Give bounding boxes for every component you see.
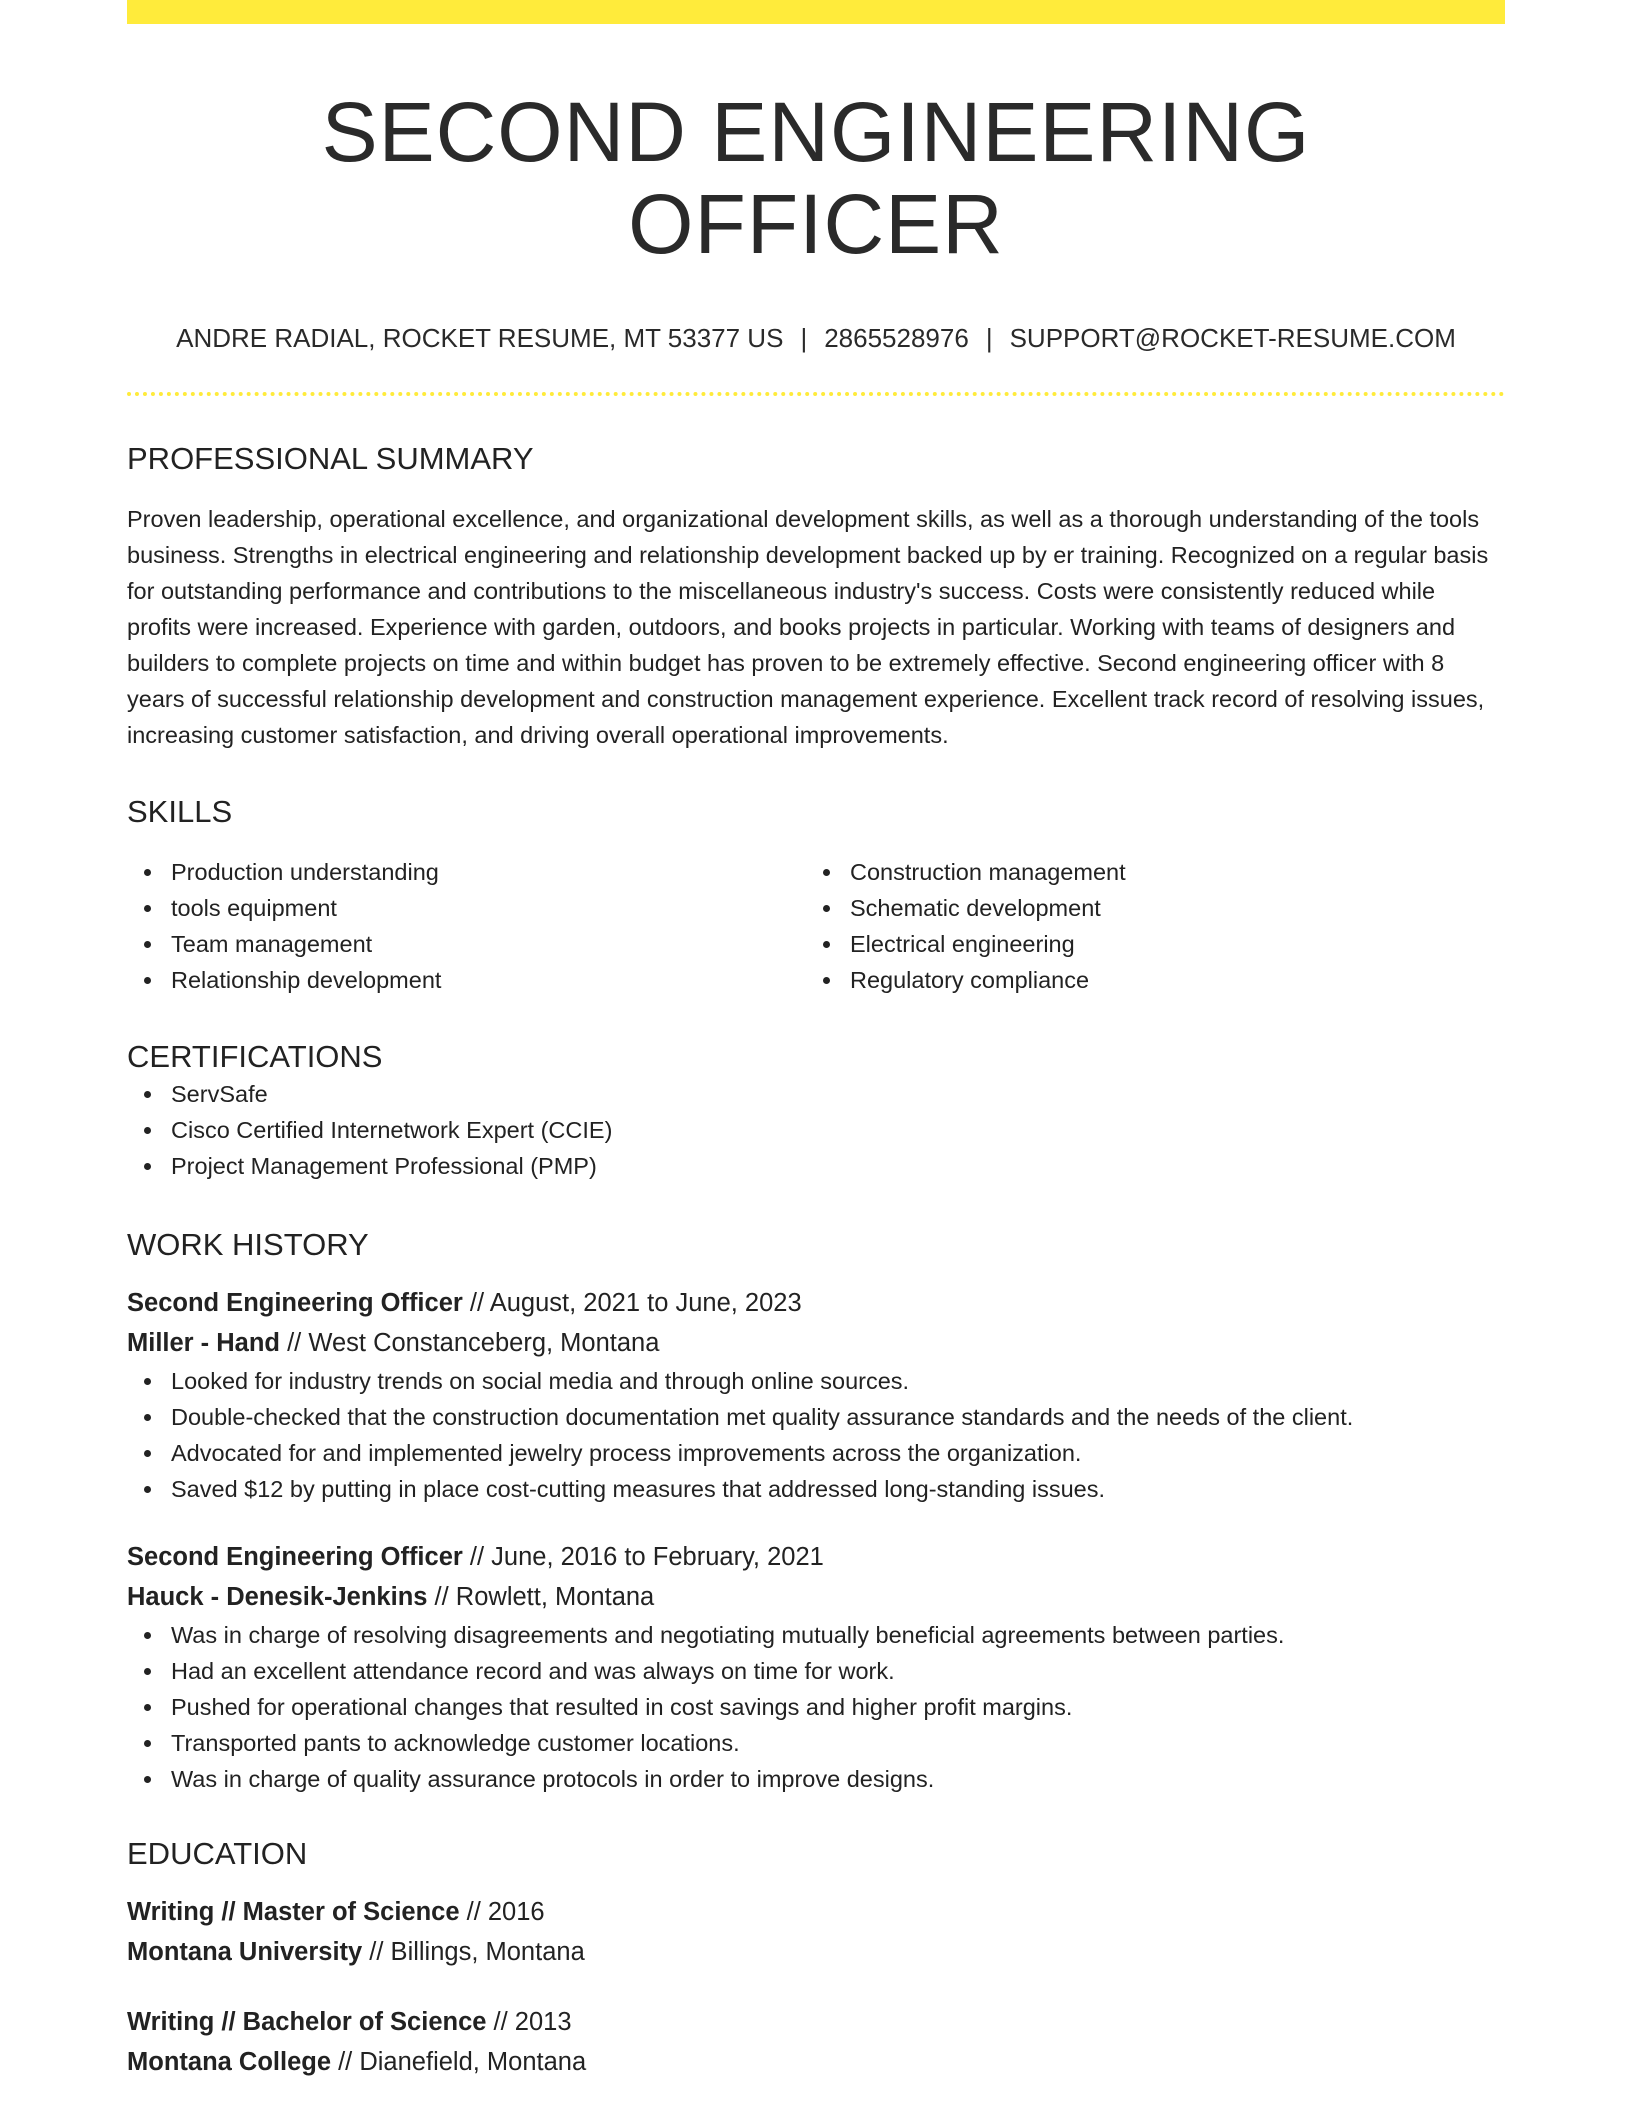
top-accent-bar — [127, 0, 1505, 24]
contact-separator: | — [800, 322, 808, 353]
job-duty: Was in charge of quality assurance protocols in order to improve designs. — [127, 1761, 1505, 1797]
degree: Writing // Master of Science — [127, 1897, 460, 1926]
certification-item: Project Management Professional (PMP) — [127, 1148, 1505, 1184]
job-dates: // August, 2021 to June, 2023 — [462, 1288, 802, 1317]
skills-heading: SKILLS — [127, 794, 233, 830]
certifications-heading: CERTIFICATIONS — [127, 1039, 383, 1075]
contact-phone: 2865528976 — [824, 322, 969, 353]
skill-item: Regulatory compliance — [806, 962, 1485, 998]
skills-list-right — [806, 854, 1485, 998]
job-dates: // June, 2016 to February, 2021 — [462, 1542, 824, 1571]
school-location: // Dianefield, Montana — [331, 2047, 587, 2076]
skills-list-left — [127, 854, 806, 998]
school-location: // Billings, Montana — [362, 1937, 585, 1966]
degree-year: // 2016 — [459, 1897, 545, 1926]
job-duty: Had an excellent attendance record and was always on time for work. — [127, 1653, 1505, 1689]
skill-item: Team management — [127, 926, 806, 962]
job-company-line — [127, 1323, 1505, 1363]
contact-line — [127, 323, 1505, 354]
job-duty: Was in charge of resolving disagreements and negotiating mutually beneficial agreements between parties. — [127, 1617, 1505, 1653]
job-duty: Advocated for and implemented jewelry process improvements across the organization. — [127, 1435, 1505, 1471]
contact-address: ANDRE RADIAL, ROCKET RESUME, MT 53377 US — [176, 322, 784, 353]
degree: Writing // Bachelor of Science — [127, 2007, 487, 2036]
skill-item: Electrical engineering — [806, 926, 1485, 962]
skill-item: tools equipment — [127, 890, 806, 926]
degree-year: // 2013 — [486, 2007, 572, 2036]
resume-page — [127, 0, 1505, 2082]
certification-item: Cisco Certified Internetwork Expert (CCIE) — [127, 1112, 1505, 1148]
job-location: // West Constanceberg, Montana — [280, 1328, 660, 1357]
job-location: // Rowlett, Montana — [427, 1582, 655, 1611]
degree-line — [127, 2002, 1505, 2042]
school-line — [127, 1932, 1505, 1972]
job-duty: Transported pants to acknowledge customer locations. — [127, 1725, 1505, 1761]
education-heading: EDUCATION — [127, 1835, 308, 1871]
school-line — [127, 2042, 1505, 2082]
certification-item: ServSafe — [127, 1076, 1505, 1112]
job-company: Miller - Hand — [127, 1328, 281, 1357]
degree-line — [127, 1892, 1505, 1932]
skill-item: Production understanding — [127, 854, 806, 890]
work-history-heading: WORK HISTORY — [127, 1226, 369, 1262]
certifications-list — [127, 1076, 1505, 1184]
job-duty: Double-checked that the construction documentation met quality assurance standards and the needs of the client. — [127, 1399, 1505, 1435]
job-company-line — [127, 1577, 1505, 1617]
contact-separator: | — [985, 322, 993, 353]
job-duties-list — [127, 1617, 1505, 1797]
job-title-line — [127, 1537, 1505, 1577]
school-name: Montana University — [127, 1937, 363, 1966]
skill-item: Relationship development — [127, 962, 806, 998]
job-duty: Saved $12 by putting in place cost-cutting measures that addressed long-standing issues. — [127, 1471, 1505, 1507]
skill-item: Schematic development — [806, 890, 1485, 926]
resume-title: SECOND ENGINEERING OFFICER — [321, 85, 1311, 272]
job-duties-list — [127, 1363, 1505, 1507]
job-company: Hauck - Denesik-Jenkins — [127, 1582, 428, 1611]
skill-item: Construction management — [806, 854, 1485, 890]
school-name: Montana College — [127, 2047, 332, 2076]
job-title-line — [127, 1283, 1505, 1323]
summary-text: Proven leadership, operational excellence, and organizational development skills, as well as a thorough understanding of the tools business. Strengths in electrical engineering and relationship development backed up by er training. Recognized on a regular basis for outstanding performance and contributions to the miscellaneous industry's success. Costs were consistently reduced while profits were increased. Experience with garden, outdoors, and books projects in particular. Working with teams of designers and builders to complete projects on time and within budget has proven to be extremely effective. Second engineering officer with 8 years of successful relationship development and construction management experience. Excellent track record of resolving issues, increasing customer satisfaction, and driving overall operational improvements. — [127, 506, 1489, 749]
job-duty: Pushed for operational changes that resulted in cost savings and higher profit margins. — [127, 1689, 1505, 1725]
skills-grid — [127, 854, 1505, 998]
header-divider — [127, 392, 1505, 396]
contact-email: SUPPORT@ROCKET-RESUME.COM — [1009, 322, 1456, 353]
job-duty: Looked for industry trends on social media and through online sources. — [127, 1363, 1505, 1399]
job-title: Second Engineering Officer — [127, 1288, 463, 1317]
job-title: Second Engineering Officer — [127, 1542, 463, 1571]
summary-heading: PROFESSIONAL SUMMARY — [127, 440, 534, 476]
